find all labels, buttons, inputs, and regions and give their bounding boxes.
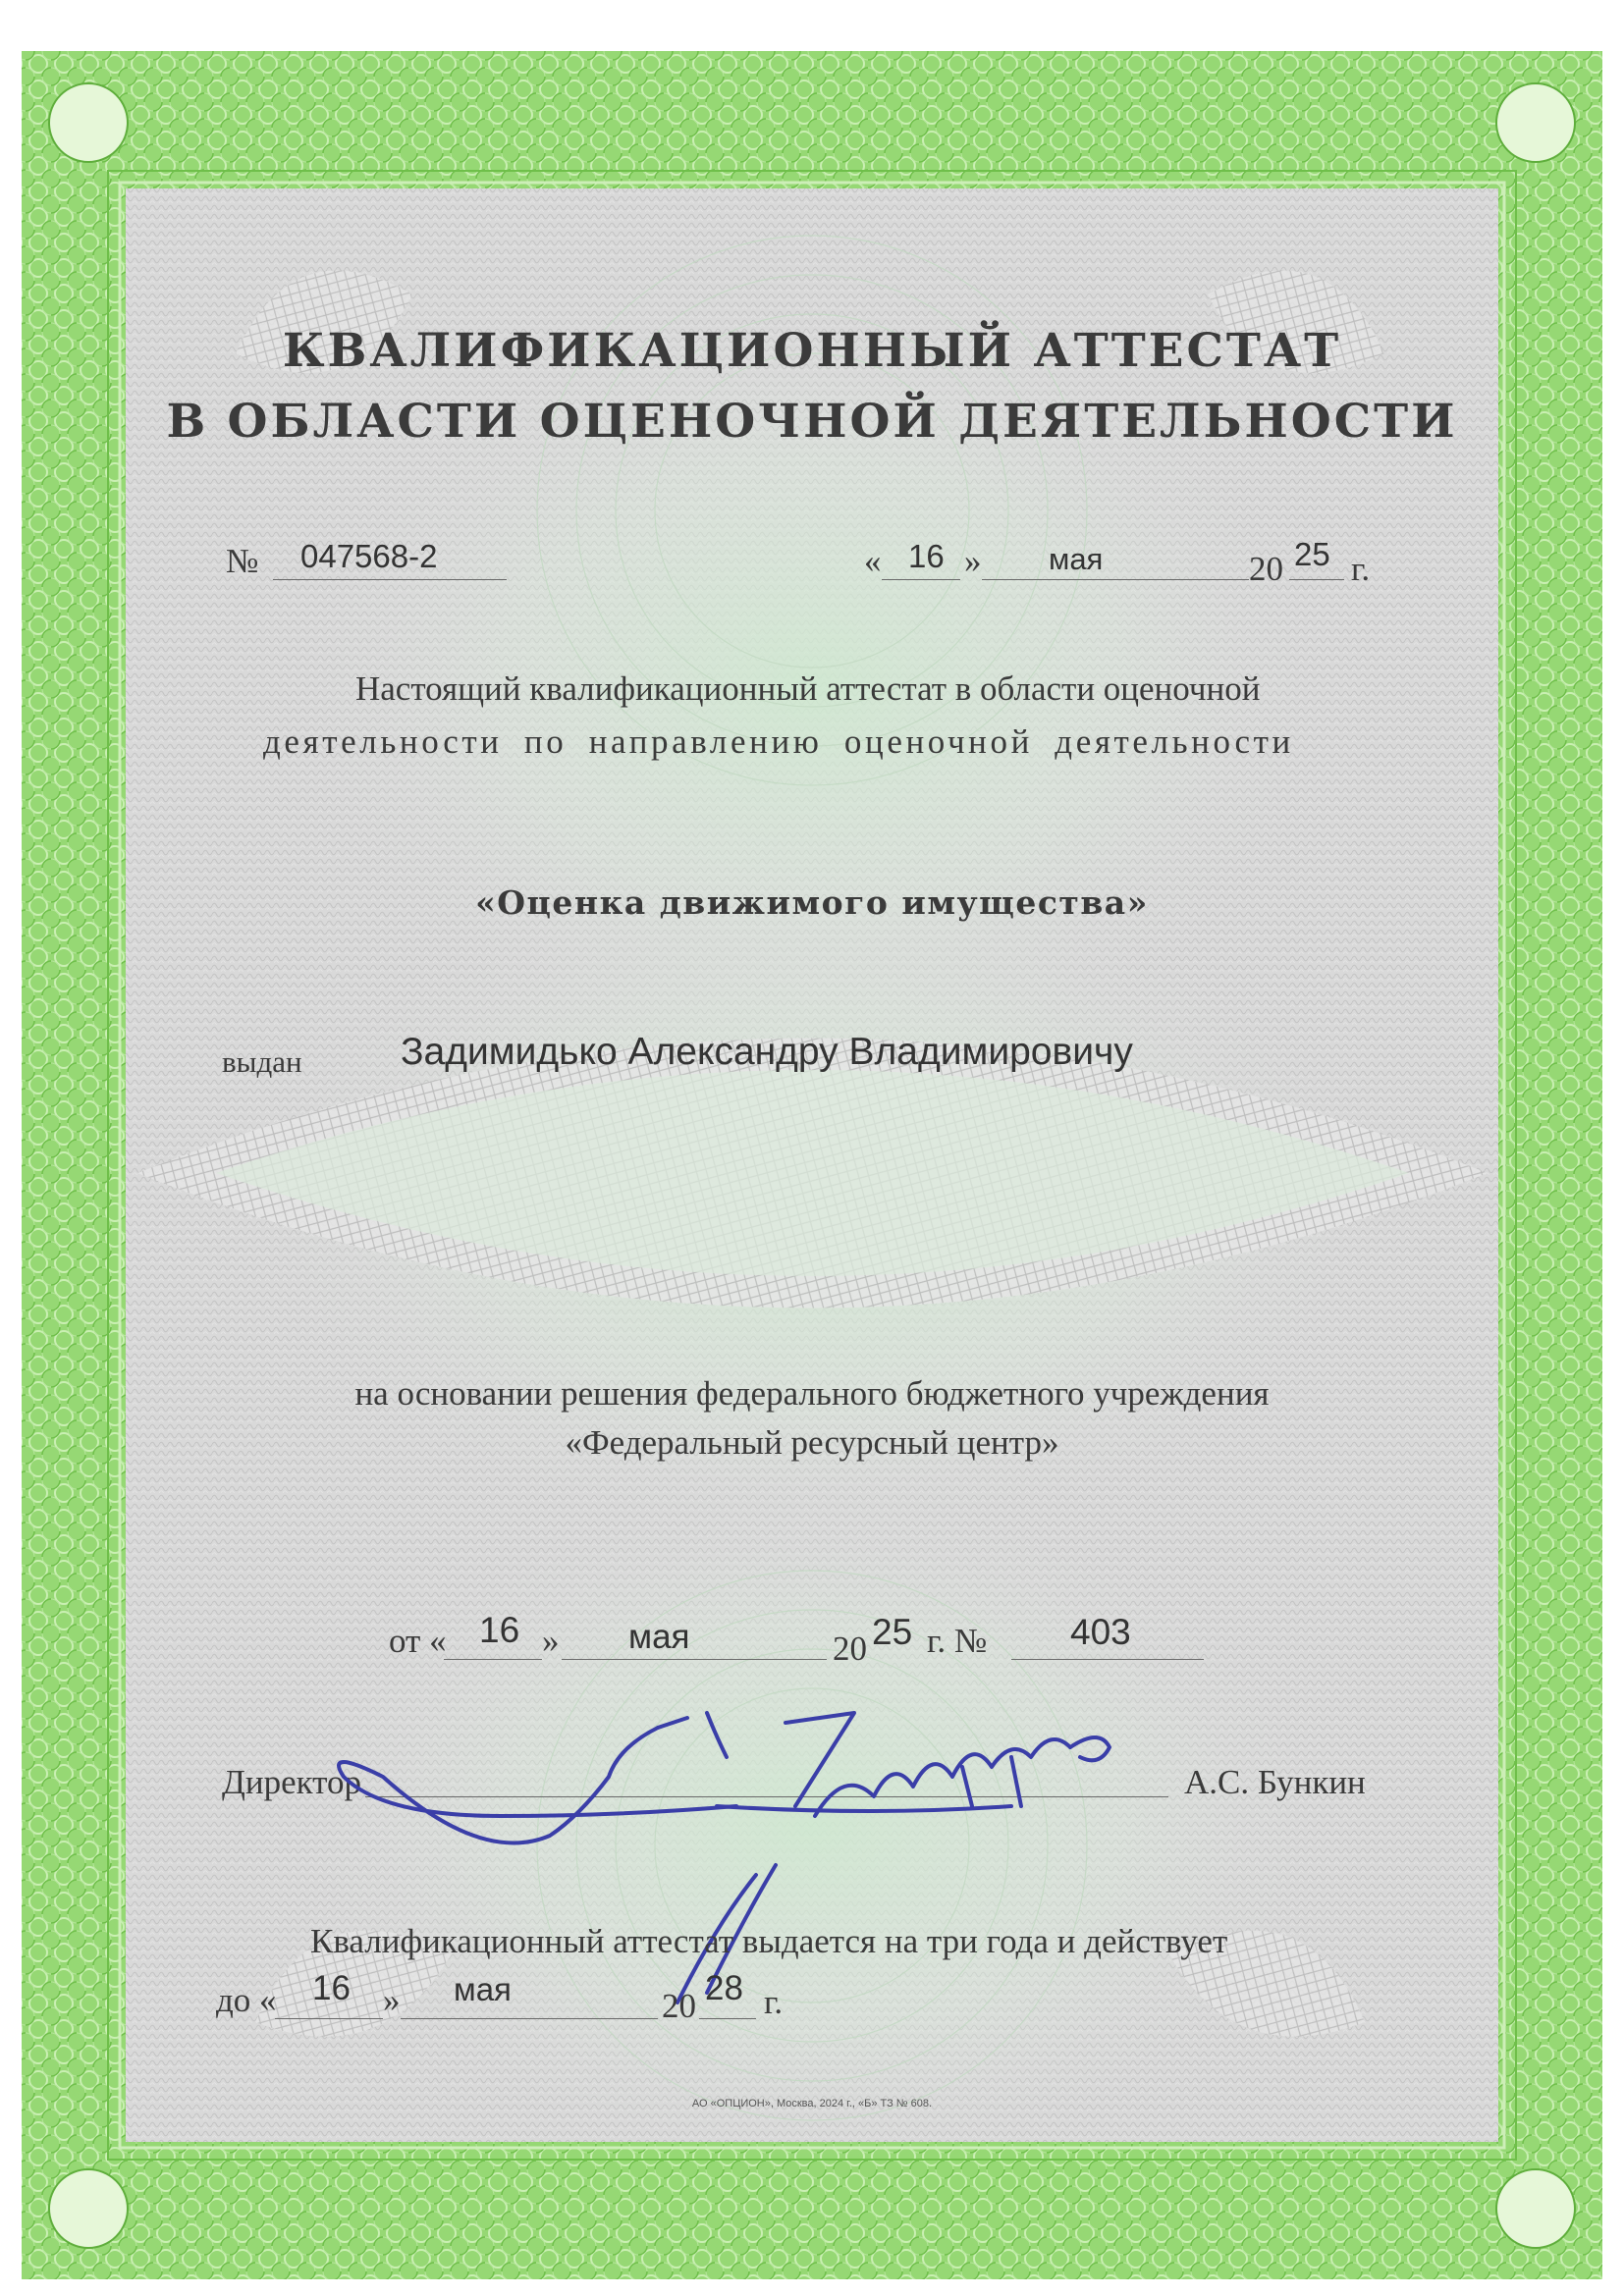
- statement-line1: Настоящий квалификационный аттестат в области оценочной: [355, 669, 1261, 708]
- decision-number: 403: [1070, 1612, 1131, 1652]
- validity-day: 16: [312, 1969, 351, 2007]
- basis-line2: «Федеральный ресурсный центр»: [565, 1423, 1059, 1462]
- basis-line1: на основании решения федерального бюджетного учреждения: [354, 1374, 1270, 1413]
- validity-year-suffix: 28: [705, 1969, 743, 2007]
- issue-month: мая: [1049, 542, 1104, 576]
- decision-day: 16: [479, 1610, 520, 1650]
- decision-year-prefix: 20: [833, 1629, 867, 1668]
- issue-year-suffix: 25: [1294, 536, 1330, 572]
- issue-year-prefix: 20: [1249, 550, 1283, 588]
- issue-day-underline: [882, 579, 960, 580]
- certificate-title-line1: КВАЛИФИКАЦИОННЫЙ АТТЕСТАТ: [282, 324, 1342, 378]
- issue-year-underline: [1289, 579, 1344, 580]
- certificate-title-line2: В ОБЛАСТИ ОЦЕНОЧНОЙ ДЕЯТЕЛЬНОСТИ: [166, 395, 1458, 449]
- signatory-role: Директор: [222, 1763, 362, 1801]
- validity-month-underline: [401, 2018, 658, 2019]
- number-label: №: [226, 542, 259, 580]
- certificate-number: 047568-2: [300, 538, 438, 574]
- statement-line2: деятельности по направлению оценочной деятельности: [263, 722, 1294, 761]
- signatory-name: А.С. Бункин: [1184, 1763, 1366, 1801]
- decision-close-quote: »: [542, 1622, 560, 1660]
- decision-year-suffix: 25: [872, 1612, 913, 1652]
- validity-line1: Квалификационный аттестат выдается на три года и действует: [310, 1922, 1228, 1960]
- decision-prefix: от «: [389, 1622, 447, 1660]
- issue-date-close-quote: »: [964, 542, 982, 580]
- assessment-direction: «Оценка движимого имущества»: [475, 883, 1149, 922]
- issue-day: 16: [908, 538, 945, 574]
- handwritten-signature: [324, 1669, 1286, 2022]
- holder-name: Задимидько Александру Владимировичу: [401, 1031, 1133, 1073]
- issue-month-underline: [982, 579, 1249, 580]
- validity-year-prefix: 20: [662, 1987, 696, 2025]
- issue-year-unit: г.: [1351, 550, 1371, 588]
- printer-imprint: АО «ОПЦИОН», Москва, 2024 г., «Б» ТЗ № 608.: [691, 2098, 933, 2109]
- validity-year-unit: г.: [764, 1983, 784, 2021]
- validity-prefix: до «: [216, 1981, 277, 2019]
- decision-month: мая: [628, 1618, 690, 1656]
- issued-to-label: выдан: [222, 1044, 302, 1079]
- validity-day-underline: [275, 2018, 383, 2019]
- issue-date-open-quote: «: [864, 542, 882, 580]
- validity-close-quote: »: [383, 1981, 401, 2019]
- validity-month: мая: [454, 1971, 512, 2007]
- validity-year-underline: [699, 2018, 756, 2019]
- decision-year-unit: г. №: [927, 1622, 988, 1660]
- decision-month-underline: [562, 1659, 827, 1660]
- number-underline: [273, 579, 507, 580]
- decision-day-underline: [444, 1659, 542, 1660]
- decision-number-underline: [1011, 1659, 1204, 1660]
